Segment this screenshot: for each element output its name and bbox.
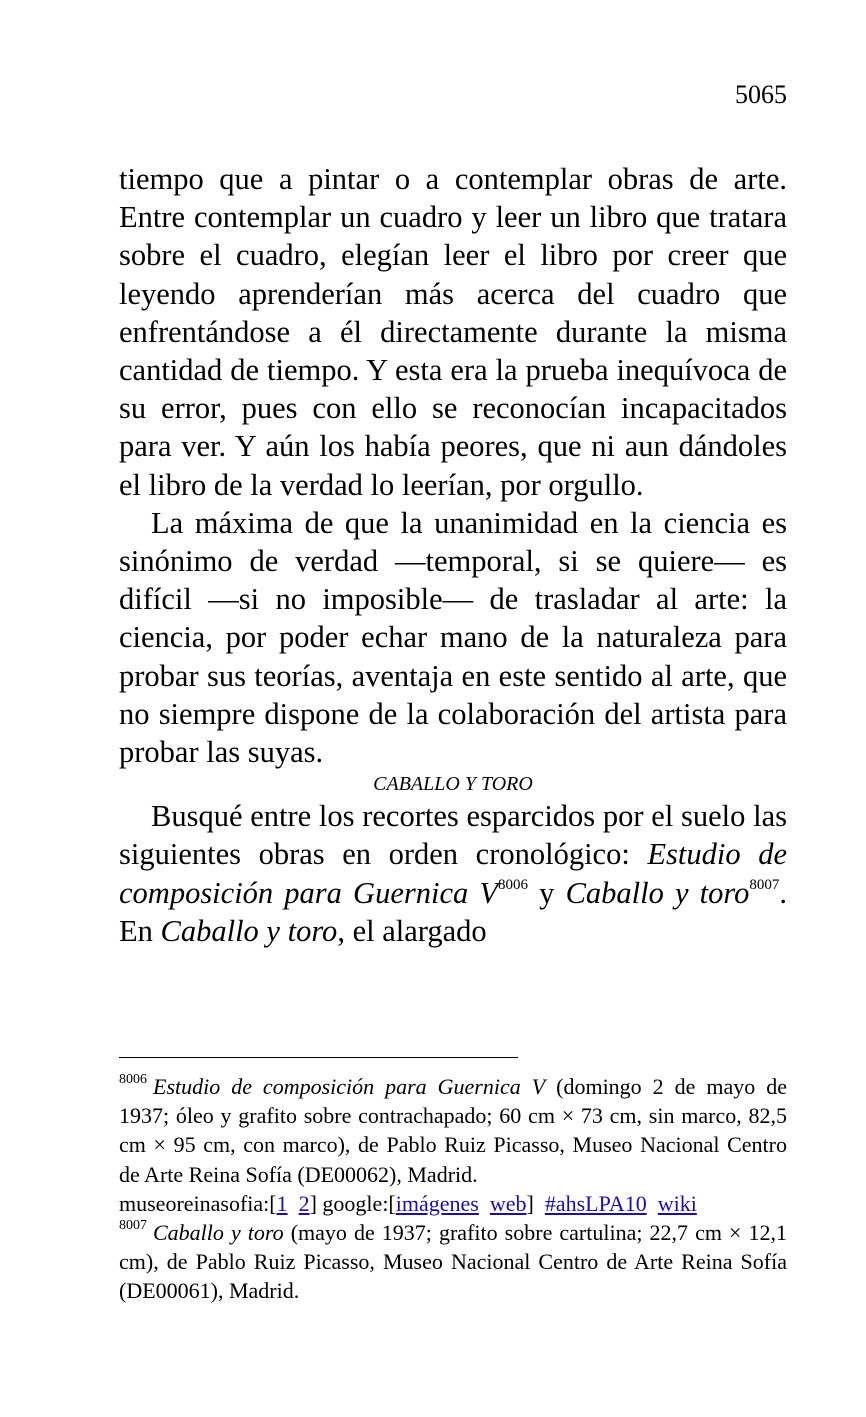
work-title-guernica: Estudio de composición para Guernica V — [119, 837, 787, 910]
paragraph-3-mid: . En — [119, 875, 787, 948]
links-mid: ] google:[ — [309, 1190, 396, 1216]
footnote-8006 — [119, 1072, 787, 1189]
paragraph-3-lead: Busqué entre los recortes esparcidos por el suelo las siguientes obras en orden cronológico: — [119, 799, 787, 872]
paragraph-3-tail: , el alargado — [337, 913, 487, 948]
footnote-ref-8007[interactable]: 8007 — [749, 876, 780, 893]
body-text — [119, 160, 787, 950]
footnote-divider — [119, 1057, 518, 1058]
paragraph-2: La máxima de que la unanimidad en la ciencia es sinónimo de verdad —temporal, si se quiere— es difícil —si no imposible— de trasladar al arte: la ciencia, por poder echar mano de la naturaleza para probar sus teorías, aventaja en este sentido al arte, que no siempre dispone de la colaboración del artista para probar las suyas. — [119, 505, 787, 770]
google-web-link[interactable]: web — [489, 1190, 527, 1216]
footnote-text: (domingo 2 de mayo de 1937; óleo y grafito sobre contrachapado; 60 cm × 73 cm, sin marco, 82,5 cm × 95 cm, con marco), de Pablo Ruiz Picasso, Museo Nacional Centro de Arte Reina Sofía (DE00062), Madrid. — [119, 1074, 787, 1187]
section-title: CABALLO Y TORO — [373, 773, 533, 796]
footnote-8007 — [119, 1218, 787, 1306]
footnote-ref-8006[interactable]: 8006 — [498, 876, 529, 893]
footnote-8006-links — [119, 1189, 787, 1218]
footnote-text: (mayo de 1937; grafito sobre cartulina; 22,7 cm × 12,1 cm), de Pablo Ruiz Picasso, Museo Nacional Centro de Arte Reina Sofía (DE00061), Madrid. — [119, 1220, 787, 1304]
footnote-number: 8006 — [119, 1072, 147, 1087]
work-title-caballo-again: Caballo y toro — [160, 913, 338, 948]
museo-link-2[interactable]: 2 — [298, 1190, 310, 1216]
footnote-title: Estudio de composición para Guernica V — [153, 1074, 546, 1099]
paragraph-3-join: y — [528, 875, 566, 910]
museo-link-1[interactable]: 1 — [276, 1190, 288, 1216]
wiki-link[interactable]: wiki — [657, 1190, 697, 1216]
page-number: 5065 — [735, 80, 787, 109]
work-title-caballo: Caballo y toro — [565, 875, 750, 910]
hashtag-link[interactable]: #ahsLPA10 — [544, 1190, 647, 1216]
links-prefix: museoreinasofia:[ — [119, 1190, 277, 1216]
paragraph-3 — [119, 797, 787, 950]
footnotes — [119, 1072, 787, 1306]
google-images-link[interactable]: imágenes — [395, 1190, 479, 1216]
footnote-title: Caballo y toro — [153, 1220, 284, 1246]
links-close: ] — [526, 1190, 534, 1216]
footnote-number: 8007 — [119, 1218, 147, 1234]
paragraph-1: tiempo que a pintar o a contemplar obras de arte. Entre contemplar un cuadro y leer un libro que tratara sobre el cuadro, elegían leer el libro por creer que leyendo aprenderían más acerca del cuadro que enfrentándose a él directamente durante la misma cantidad de tiempo. Y esta era la prueba inequívoca de su error, pues con ello se reconocían incapacitados para ver. Y aún los había peores, que ni aun dándoles el libro de la verdad lo leerían, por orgullo. — [119, 162, 787, 502]
